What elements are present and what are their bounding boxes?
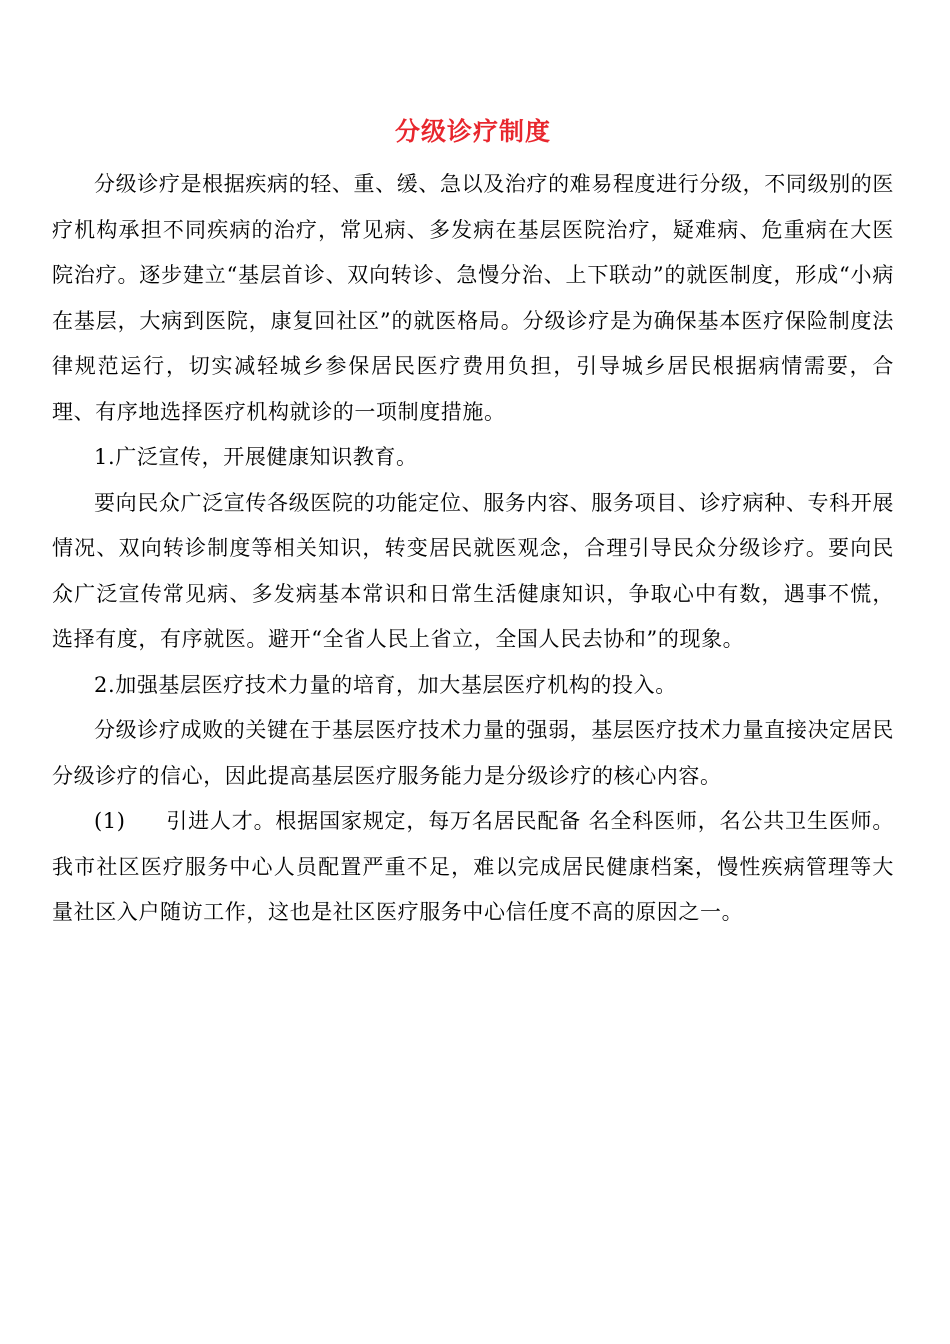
document-page bbox=[52, 112, 894, 936]
document-title: 分级诊疗制度 bbox=[394, 117, 551, 146]
section-heading-2: 2.加强基层医疗技术力量的培育，加大基层医疗机构的投入。 bbox=[94, 672, 677, 697]
paragraph-intro: 分级诊疗是根据疾病的轻、重、缓、急以及治疗的难易程度进行分级，不同级别的医疗机构承担不同疾病的治疗，常见病、多发病在基层医院治疗，疑难病、危重病在大医院治疗。逐步建立“基层首诊、双向转诊、急慢分治、上下联动”的就医制度，形成“小病在基层，大病到医院，康复回社区”的就医格局。分级诊疗是为确保基本医疗保险制度法律规范运行，切实减轻城乡参保居民医疗费用负担，引导城乡居民根据病情需要，合理、有序地选择医疗机构就诊的一项制度措施。 bbox=[52, 172, 894, 424]
list-item-number: (1) bbox=[94, 809, 126, 833]
list-item-text: 引进人才。根据国家规定，每万名居民配备 名全科医师，名公共卫生医师。我市社区医疗服务中心人员配置严重不足，难以完成居民健康档案，慢性疾病管理等大量社区入户随访工作，这也是社区医疗服务中心信任度不高的原因之一。 bbox=[52, 809, 894, 924]
paragraph-grassroots: 分级诊疗成败的关键在于基层医疗技术力量的强弱，基层医疗技术力量直接决定居民分级诊疗的信心，因此提高基层医疗服务能力是分级诊疗的核心内容。 bbox=[52, 718, 894, 788]
list-item-talent bbox=[52, 799, 894, 936]
section-heading-1: 1.广泛宣传，开展健康知识教育。 bbox=[94, 445, 418, 469]
paragraph-publicity: 要向民众广泛宣传各级医院的功能定位、服务内容、服务项目、诊疗病种、专科开展情况、双向转诊制度等相关知识，转变居民就医观念，合理引导民众分级诊疗。要向民众广泛宣传常见病、多发病基本常识和日常生活健康知识，争取心中有数，遇事不慌，选择有度，有序就医。避开“全省人民上省立，全国人民去协和”的现象。 bbox=[52, 490, 894, 651]
